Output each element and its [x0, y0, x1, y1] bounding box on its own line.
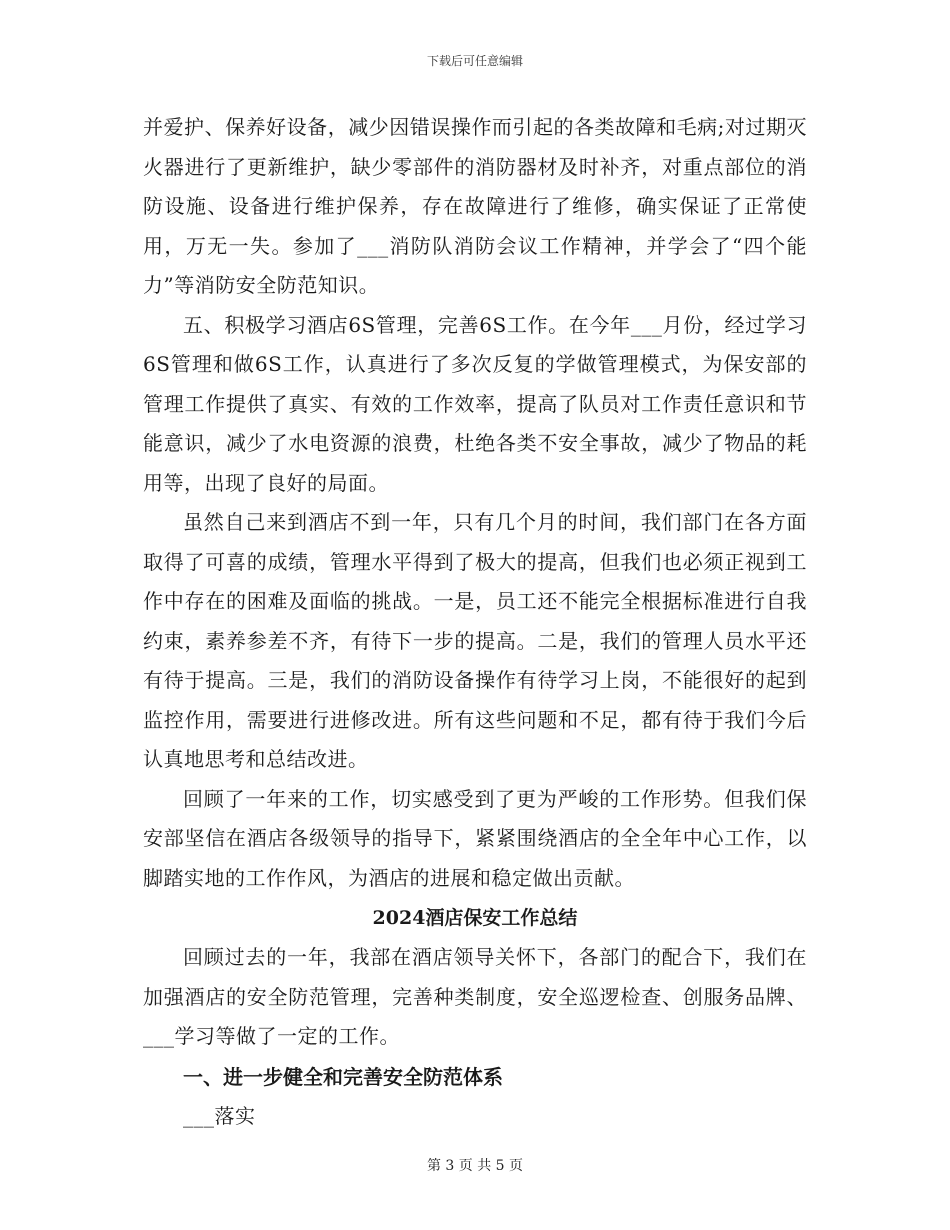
paragraph-challenges: 虽然自己来到酒店不到一年，只有几个月的时间，我们部门在各方面取得了可喜的成绩，管理水平得到了极大的提高，但我们也必须正视到工作中存在的困难及面临的挑战。一是，员工还不能完全根据标准进行自我约束，素养参差不齐，有待下一步的提高。二是，我们的管理人员水平还有待于提高。三是，我们的消防设备操作有待学习上岗，不能很好的起到监控作用，需要进行进修改进。所有这些问题和不足，都有待于我们今后认真地思考和总结改进。	[143, 510, 807, 771]
paragraph-implement: ___落实	[183, 1103, 256, 1128]
page-number: 第 3 页 共 5 页	[426, 1158, 524, 1174]
paragraph-equipment-maintenance: 并爱护、保养好设备，减少因错误操作而引起的各类故障和毛病;对过期灭火器进行了更新维护，缺少零部件的消防器材及时补齐，对重点部位的消防设施、设备进行维护保养，存在故障进行了维修，确实保证了正常使用，万无一失。参加了___消防队消防会议工作精神，并学会了“四个能力”等消防安全防范知识。	[143, 115, 807, 297]
paragraph-conclusion: 回顾了一年来的工作，切实感受到了更为严峻的工作形势。但我们保安部坚信在酒店各级领导的指导下，紧紧围绕酒店的全全年中心工作，以脚踏实地的工作作风，为酒店的进展和稳定做出贡献。	[143, 786, 807, 890]
paragraph-6s-management: 五、积极学习酒店6S管理，完善6S工作。在今年___月份，经过学习6S管理和做6S工作，认真进行了多次反复的学做管理模式，为保安部的管理工作提供了真实、有效的工作效率，提高了队员对工作责任意识和节能意识，减少了水电资源的浪费，杜绝各类不安全事故，减少了物品的耗用等，出现了良好的局面。	[143, 312, 807, 495]
section-title: 2024酒店保安工作总结	[372, 907, 578, 929]
subheading-1: 一、进一步健全和完善安全防范体系	[183, 1064, 503, 1089]
page-header: 下载后可任意编辑	[426, 54, 523, 68]
paragraph-review: 回顾过去的一年，我部在酒店领导关怀下，各部门的配合下，我们在加强酒店的安全防范管理，完善种类制度，安全巡逻检查、创服务品牌、___学习等做了一定的工作。	[143, 945, 807, 1048]
document-body	[143, 108, 807, 1136]
